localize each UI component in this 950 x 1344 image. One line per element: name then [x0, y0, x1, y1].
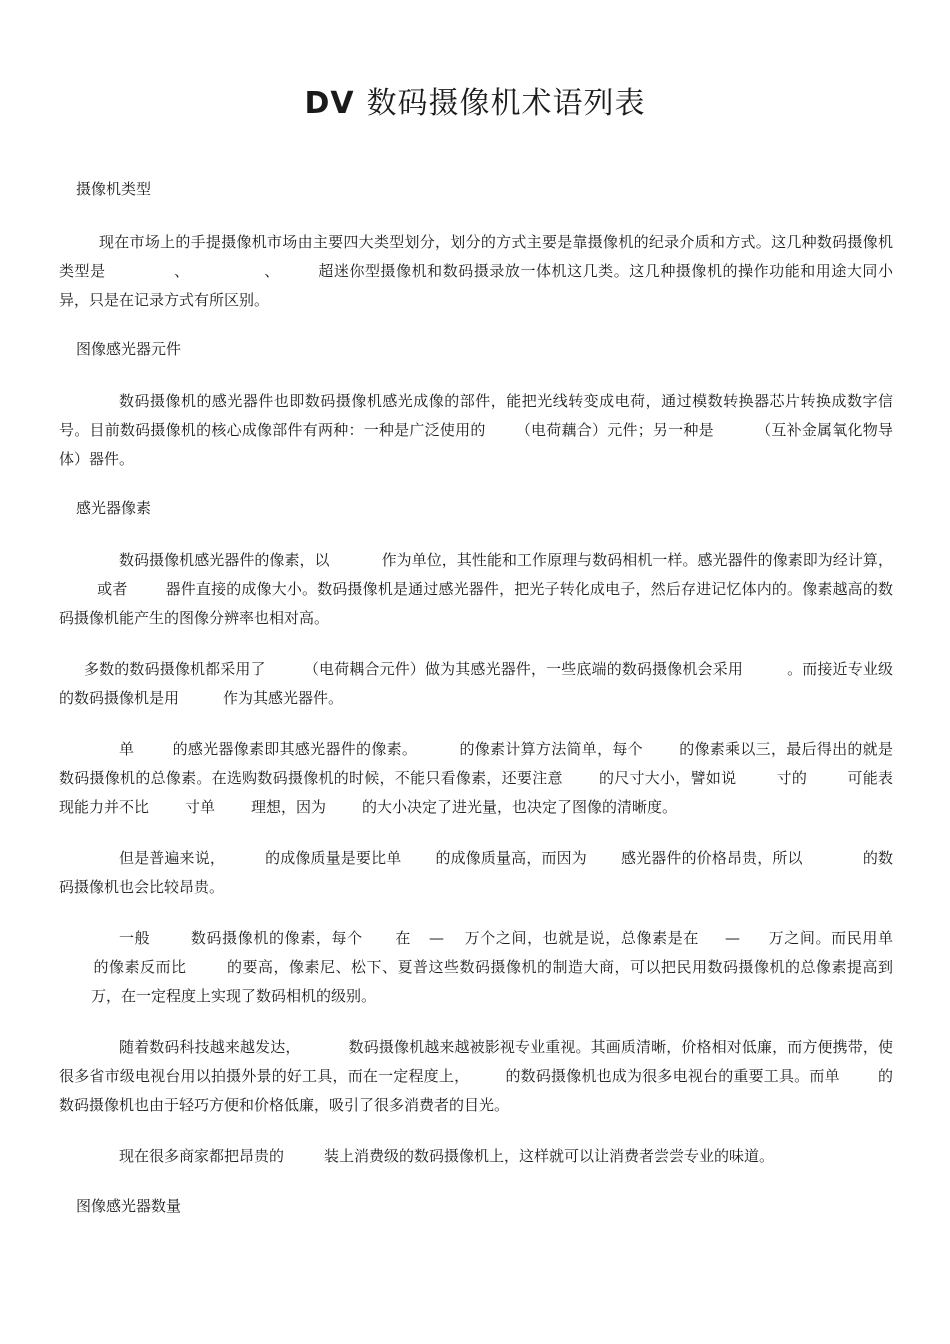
section-heading-camera-types: 摄像机类型 [76, 180, 152, 198]
para-text: — [428, 929, 444, 947]
para-text: 的成像质量高，而因为 [435, 849, 587, 867]
para-text: 的像素反而比 [93, 958, 187, 976]
para-text: 随着数码科技越来越发达， [119, 1038, 301, 1056]
paragraph-sensor-pixels-3 [59, 735, 893, 822]
paragraph-sensor-pixels-6 [59, 1033, 893, 1120]
para-text: 多数的数码摄像机都采用了 [84, 660, 266, 678]
para-text: 数码摄像机感光器件的像素，以 [119, 551, 330, 569]
para-text: 器件直接的成像大小。数码摄像机是通过感光器件，把光子转化成电子，然后存进记忆体内的。像素越高的数码摄像机能产生的图像分辨率也相对高。 [59, 580, 893, 627]
para-text: 感光器件的价格昂贵，所以 [620, 849, 803, 867]
para-text: 但是普遍来说， [119, 849, 225, 867]
para-text: 作为单位，其性能和工作原理与数码相机一样。感光器件的像素即为经计算， [381, 551, 893, 569]
paragraph-camera-types [59, 228, 893, 315]
para-text: 单 [119, 740, 135, 758]
paragraph-sensor-pixels-2 [59, 655, 893, 713]
para-text: （电荷耦合元件）做为其感光器件，一些底端的数码摄像机会采用 [303, 660, 743, 678]
section-heading-image-sensor: 图像感光器元件 [76, 340, 182, 358]
para-text: 理想，因为 [251, 798, 327, 816]
para-text: 、 [263, 262, 280, 280]
para-text: 的大小决定了进光量，也决定了图像的清晰度。 [362, 798, 678, 816]
para-text: 的数码摄像机也成为很多电视台的重要工具。而单 [505, 1067, 840, 1085]
para-text: 一般 [119, 929, 151, 947]
para-text: 的像素计算方法简单，每个 [459, 740, 643, 758]
paragraph-sensor-pixels-7 [59, 1142, 893, 1171]
para-text: 寸单 [185, 798, 216, 816]
para-text: 数码摄像机越来越被影视专业重视。其画质清晰，价格相对低廉，而方便携带，使很多省市级电视台用以拍摄外景的好工具，而在一定程度上， [59, 1038, 893, 1085]
para-text: 现在很多商家都把昂贵的 [119, 1147, 285, 1165]
title-cjk: 数码摄像机术语列表 [366, 86, 646, 121]
document-title [0, 78, 950, 122]
section-heading-sensor-count: 图像感光器数量 [76, 1197, 182, 1215]
para-text: 的成像质量是要比单 [264, 849, 402, 867]
para-text: 装上消费级的数码摄像机上，这样就可以让消费者尝尝专业的味道。 [324, 1147, 775, 1165]
para-text: 超迷你型摄像机和数码摄录放一体机这几类。这几种摄像机的操作功能和用途大同小异，只是在记录方式有所区别。 [59, 262, 893, 309]
para-text: 寸的 [776, 769, 808, 787]
para-text: 在 [394, 929, 411, 947]
para-text: 的要高，像素尼、松下、夏普这些数码摄像机的制造大商，可以把民用数码摄像机的总像素提高到 [226, 958, 893, 976]
paragraph-sensor-pixels-5 [59, 924, 893, 1011]
para-text: 的数码摄像机也由于轻巧方便和价格低廉，吸引了很多消费者的目光。 [59, 1067, 893, 1114]
para-text: 现在市场上的手提摄像机市场由主要四大类型划分，划分的方式主要是靠摄像机的纪录介质和方式。这几种数码摄像机类型是 [59, 233, 893, 280]
para-text: 数码摄像机的感光器件也即数码摄像机感光成像的部件，能把光线转变成电荷，通过模数转换器芯片转换成数字信号。目前数码摄像机的核心成像部件有两种：一种是广泛使用的 [59, 392, 893, 439]
para-text: 万个之间，也就是说，总像素是在 [463, 929, 699, 947]
para-text: 数码摄像机的像素，每个 [190, 929, 363, 947]
para-text: （互补金属氧化物导体）器件。 [59, 421, 893, 468]
para-text: — [724, 929, 740, 947]
para-text: 可能表现能力并不比 [59, 769, 893, 816]
para-text: 的尺寸大小，譬如说 [598, 769, 737, 787]
section-heading-sensor-pixels: 感光器像素 [76, 499, 152, 517]
para-text: 。而接近专业级的数码摄像机是用 [59, 660, 893, 707]
para-text: 的数码摄像机也会比较昂贵。 [59, 849, 893, 896]
para-text: （电荷藕合）元件；另一种是 [515, 421, 714, 439]
para-text: 作为其感光器件。 [223, 689, 344, 707]
para-text: 、 [173, 262, 190, 280]
paragraph-image-sensor [59, 387, 893, 474]
para-text: 或者 [97, 580, 128, 598]
title-latin: DV [304, 86, 355, 121]
para-text: 万，在一定程度上实现了数码相机的级别。 [91, 987, 377, 1005]
paragraph-sensor-pixels-4 [59, 844, 893, 902]
para-text: 的像素乘以三，最后得出的就是数码摄像机的总像素。在选购数码摄像机的时候，不能只看像素，还要注意 [59, 740, 893, 787]
para-text: 万之间。而民用单 [767, 929, 893, 947]
paragraph-sensor-pixels-1 [59, 546, 893, 633]
para-text: 的感光器像素即其感光器件的像素。 [172, 740, 418, 758]
